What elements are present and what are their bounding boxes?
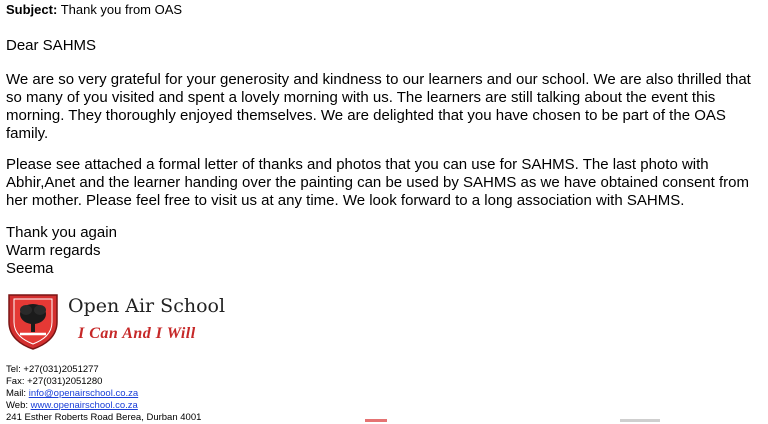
email-subject [6,2,182,18]
mail-line [6,388,201,400]
contact-details [6,364,201,424]
address-line: 241 Esther Roberts Road Berea, Durban 4001 [6,412,202,423]
tel-line: Tel: +27(031)2051277 [6,364,99,375]
body-paragraph-2: Please see attached a formal letter of thanks and photos that you can use for SAHMS. The last photo with Abhir,Anet and the learner handing over the painting can be used by SAHMS as we have obtained consent from her mother. Please feel free to visit us at any time. We look forward to a long association with SAHMS. [6,156,749,209]
web-line [6,400,201,412]
web-label: Web: [6,400,31,411]
mail-label: Mail: [6,388,29,399]
body-paragraph-1: We are so very grateful for your generosity and kindness to our learners and our school. We are also thrilled that so many of you visited and spent a lovely morning with us. The learners are still talking about the event this morning. They thoroughly enjoyed themselves. We are delighted that you have chosen to be part of the OAS family. [6,71,751,142]
school-name: Open Air School [68,295,226,317]
web-link[interactable]: www.openairschool.co.za [30,400,138,411]
sender-name: Seema [6,260,54,277]
closing-block [6,224,117,278]
mail-link[interactable]: info@openairschool.co.za [28,388,139,399]
school-motto: I Can And I Will [78,325,196,342]
closing-line-thanks: Thank you again [6,224,117,241]
subject-label: Subject: [6,2,58,17]
greeting: Dear SAHMS [6,37,97,54]
fax-line: Fax: +27(031)2051280 [6,376,103,387]
closing-line-regards: Warm regards [6,242,101,259]
subject-text: Thank you from OAS [60,2,183,17]
school-crest-icon [6,292,60,350]
